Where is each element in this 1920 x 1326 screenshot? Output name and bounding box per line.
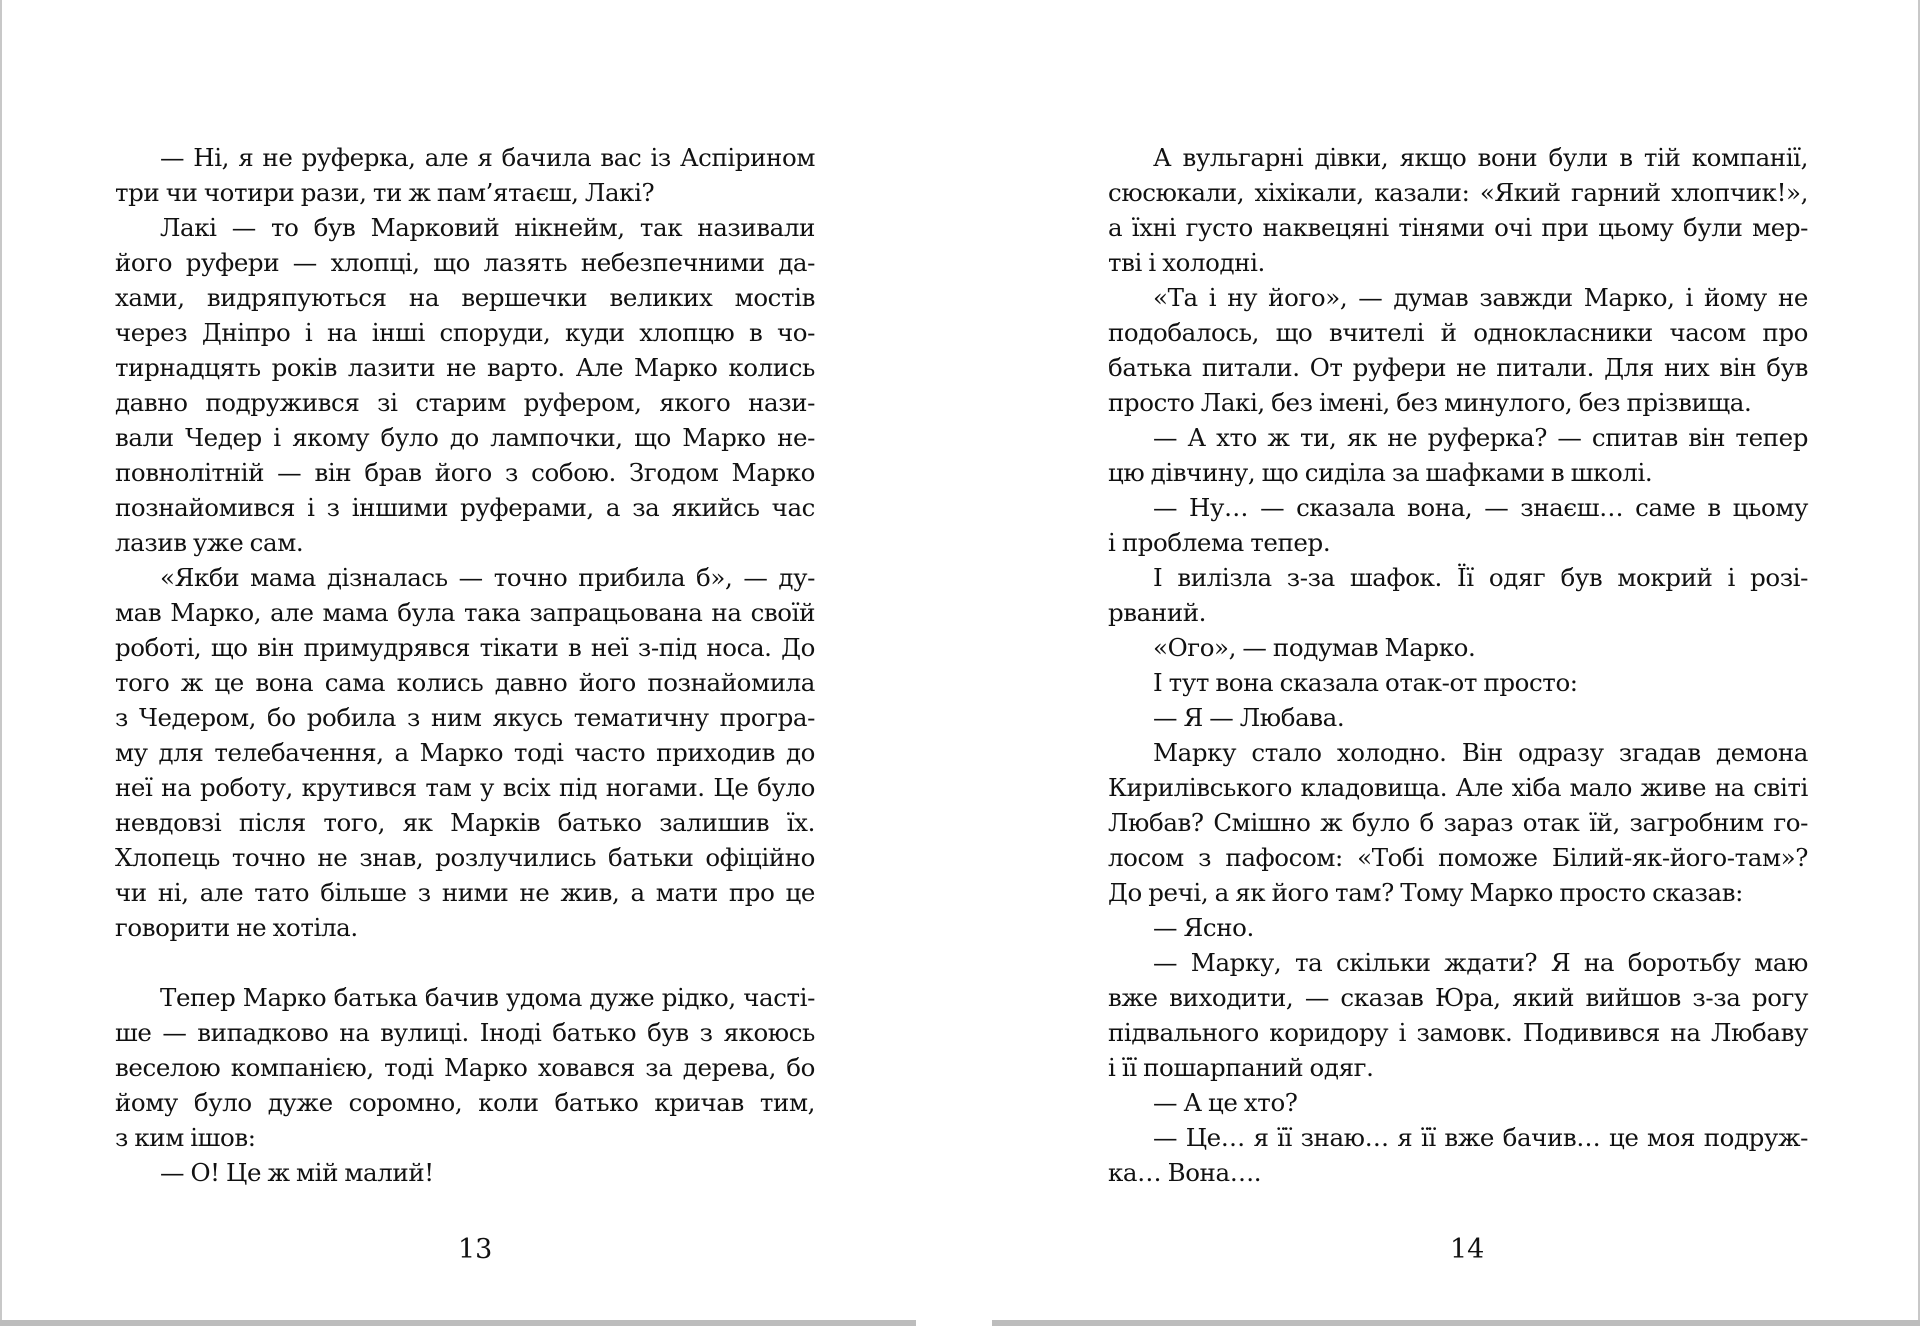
text-line: «Ого», — подумав Марко.: [1153, 633, 1476, 662]
text-line: хами, видряпуються на вершечки великих мостів: [115, 283, 815, 312]
text-line: батька питали. От руфери не питали. Для них він був: [1108, 353, 1808, 382]
text-line: веселою компанією, тоді Марко ховався за дерева, бо: [115, 1053, 815, 1082]
text-line: роботі, що він примудрявся тікати в неї з-під носа. До: [115, 633, 815, 662]
text-line: і проблема тепер.: [1108, 528, 1331, 557]
text-line: з Чедером, бо робила з ним якусь тематичну програ-: [115, 703, 815, 732]
text-line: тирнадцять років лазити не варто. Але Марко колись: [115, 353, 815, 382]
text-line: повнолітній — він брав його з собою. Згодом Марко: [115, 458, 815, 487]
text-line: І вилізла з-за шафок. Її одяг був мокрий і розі-: [1153, 563, 1808, 592]
text-line: Лакі — то був Марковий нікнейм, так називали: [160, 213, 815, 242]
text-line: з ким ішов:: [115, 1123, 256, 1152]
text-line: просто Лакі, без імені, без минулого, без прізвища.: [1108, 388, 1752, 417]
text-line: лазив уже сам.: [115, 528, 304, 557]
text-line: — Ясно.: [1153, 913, 1254, 942]
page-edge-left: [0, 0, 2, 1326]
text-line: — А хто ж ти, як не руферка? — спитав він тепер: [1153, 423, 1808, 452]
page-bottom-edge-left: [0, 1320, 916, 1326]
text-line: давно подружився зі старим руфером, якого нази-: [115, 388, 815, 417]
text-line: того ж це вона сама колись давно його познайомила: [115, 668, 815, 697]
text-line: цю дівчину, що сиділа за шафками в школі.: [1108, 458, 1653, 487]
text-line: — Марку, та скільки ждати? Я на боротьбу маю: [1153, 948, 1808, 977]
text-line: мав Марко, але мама була така запрацьована на своїй: [115, 598, 815, 627]
page-number-right: 14: [1450, 1234, 1485, 1265]
text-line: невдовзі після того, як Марків батько залишив їх.: [115, 808, 815, 837]
text-line: тві і холодні.: [1108, 248, 1265, 277]
text-line: подобалось, що вчителі й однокласники часом про: [1108, 318, 1808, 347]
text-line: — Це… я її знаю… я її вже бачив… це моя подруж-: [1153, 1123, 1808, 1152]
page-number-left: 13: [458, 1234, 493, 1265]
text-line: вже виходити, — сказав Юра, який вийшов з-за рогу: [1108, 983, 1808, 1012]
text-line: йому було дуже соромно, коли батько кричав тим,: [115, 1088, 815, 1117]
text-line: говорити не хотіла.: [115, 913, 358, 942]
text-line: рваний.: [1108, 598, 1207, 627]
text-line: чи ні, але тато більше з ними не жив, а мати про це: [115, 878, 815, 907]
text-line: сюсюкали, хіхікали, казали: «Який гарний хлопчик!»,: [1108, 178, 1808, 207]
text-line: лосом з пафосом: «Тобі поможе Білий-як-його-там»?: [1108, 843, 1808, 872]
text-line: — А це хто?: [1153, 1088, 1298, 1117]
text-line: неї на роботу, крутився там у всіх під ногами. Це було: [115, 773, 815, 802]
page-bottom-edge-right: [992, 1320, 1920, 1326]
text-line: а їхні густо наквецяні тінями очі при цьому були мер-: [1108, 213, 1808, 242]
text-line: — Я — Любава.: [1153, 703, 1345, 732]
text-line: три чи чотири рази, ти ж пам’ятаєш, Лакі?: [115, 178, 655, 207]
right-page-text: [1108, 140, 1808, 1190]
text-line: «Та і ну його», — думав завжди Марко, і йому не: [1153, 283, 1808, 312]
text-line: До речі, а як його там? Тому Марко просто сказав:: [1108, 878, 1744, 907]
text-line: Любав? Смішно ж було б зараз отак їй, загробним го-: [1108, 808, 1808, 837]
text-line: познайомився і з іншими руферами, а за якийсь час: [115, 493, 815, 522]
text-line: ше — випадково на вулиці. Іноді батько був з якоюсь: [115, 1018, 815, 1047]
text-line: Кирилівського кладовища. Але хіба мало живе на світі: [1108, 773, 1808, 802]
text-line: — Ну… — сказала вона, — знаєш… саме в цьому: [1153, 493, 1808, 522]
text-line: А вульгарні дівки, якщо вони були в тій компанії,: [1153, 143, 1808, 172]
text-line: «Якби мама дізналась — точно прибила б», — ду-: [160, 563, 815, 592]
text-line: Тепер Марко батька бачив удома дуже рідко, часті-: [160, 983, 815, 1012]
text-line: вали Чедер і якому було до лампочки, що Марко не-: [115, 423, 815, 452]
text-line: через Дніпро і на інші споруди, куди хлопцю в чо-: [115, 318, 815, 347]
text-line: І тут вона сказала отак-от просто:: [1153, 668, 1578, 697]
paragraph-gap: [115, 945, 815, 980]
text-line: і її пошарпаний одяг.: [1108, 1053, 1374, 1082]
text-line: Хлопець точно не знав, розлучились батьки офіційно: [115, 843, 815, 872]
text-line: — Ні, я не руферка, але я бачила вас із Аспірином: [160, 143, 815, 172]
text-line: ка… Вона….: [1108, 1158, 1262, 1187]
text-line: Марку стало холодно. Він одразу згадав демона: [1153, 738, 1808, 767]
text-line: підвального коридору і замовк. Подивився на Любаву: [1108, 1018, 1808, 1047]
text-line: му для телебачення, а Марко тоді часто приходив до: [115, 738, 815, 767]
text-line: — О! Це ж мій малий!: [160, 1158, 434, 1187]
text-line: його руфери — хлопці, що лазять небезпечними да-: [115, 248, 815, 277]
left-page-text: [115, 140, 815, 1190]
